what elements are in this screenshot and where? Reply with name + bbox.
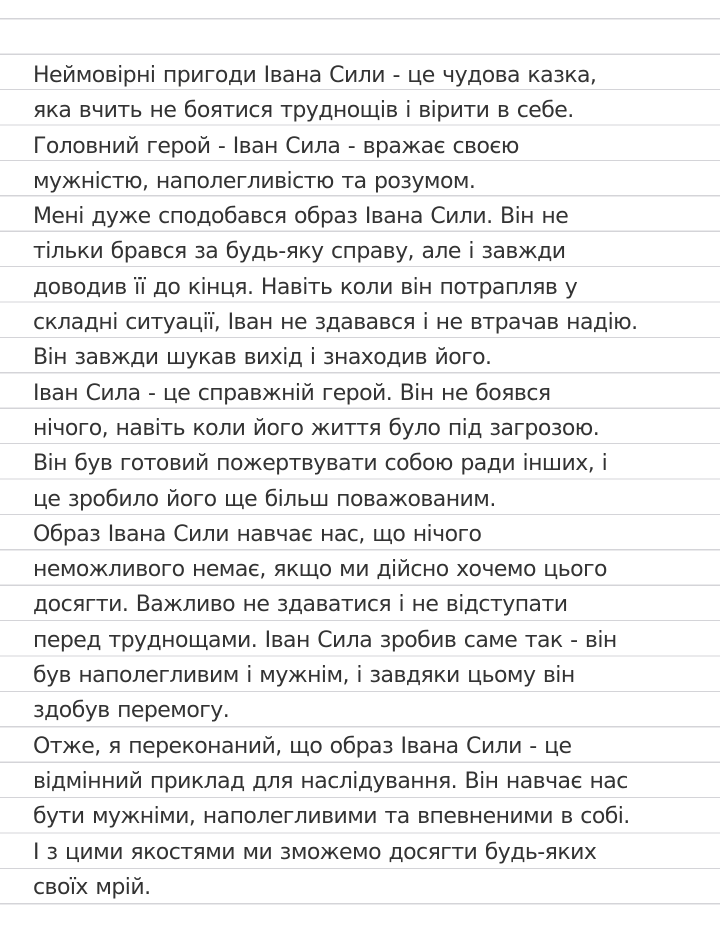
note-text (33, 58, 713, 905)
note-line: своїх мрій. (33, 874, 151, 900)
note-line: тільки брався за будь-яку справу, але і завжди (33, 239, 566, 265)
note-line: це зробило його ще більш поважованим. (33, 486, 496, 512)
note-line: був наполегливим і мужнім, і завдяки цьому він (33, 663, 575, 689)
note-line: Він був готовий пожертвувати собою ради інших, і (33, 451, 608, 477)
note-line: Він завжди шукав вихід і знаходив його. (33, 345, 492, 371)
note-line: неможливого немає, якщо ми дійсно хочемо цього (33, 557, 607, 583)
note-line: Отже, я переконаний, що образ Івана Сили - це (33, 733, 572, 759)
note-line: яка вчить не боятися труднощів і вірити в себе. (33, 98, 574, 124)
note-line: Іван Сила - це справжній герой. Він не боявся (33, 380, 551, 406)
note-line: перед труднощами. Іван Сила зробив саме так - він (33, 627, 617, 653)
note-line: І з цими якостями ми зможемо досягти будь-яких (33, 839, 597, 865)
note-line: Неймовірні пригоди Івана Сили - це чудова казка, (33, 63, 597, 88)
note-line: бути мужніми, наполегливими та впевненими в собі. (33, 804, 630, 830)
note-line: складні ситуації, Іван не здавався і не втрачав надію. (33, 310, 638, 336)
note-line: Образ Івана Сили навчає нас, що нічого (33, 521, 482, 547)
note-line: Головний герой - Іван Сила - вражає своєю (33, 133, 519, 159)
note-line: мужністю, наполегливістю та розумом. (33, 168, 476, 194)
note-line: здобув перемогу. (33, 698, 230, 724)
note-line: Мені дуже сподобався образ Івана Сили. Він не (33, 204, 569, 230)
note-line: досягти. Важливо не здаватися і не відступати (33, 592, 568, 618)
note-line: нічого, навіть коли його життя було під загрозою. (33, 415, 600, 441)
note-line: доводив її до кінця. Навіть коли він потрапляв у (33, 274, 578, 300)
note-line: відмінний приклад для наслідування. Він навчає нас (33, 768, 628, 794)
